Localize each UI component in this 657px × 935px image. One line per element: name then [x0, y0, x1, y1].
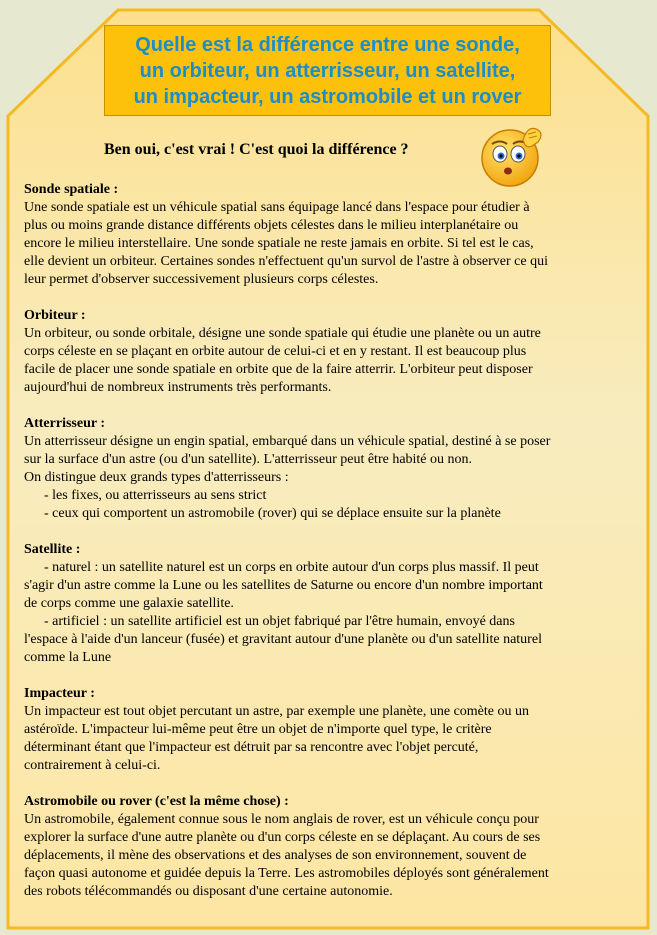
heading-satellite: Satellite :	[24, 542, 81, 557]
atterrisseur-line-3: On distingue deux grands types d'atterrisseurs :	[24, 470, 289, 485]
astromobile-line-5: des robots télécommandés ou disposant d'une certaine autonomie.	[24, 884, 393, 899]
section-orbiteur	[24, 307, 639, 397]
section-impacteur	[24, 685, 639, 775]
section-sonde	[24, 181, 639, 289]
sonde-line-4: elle devient un orbiteur. Certaines sondes n'effectuent qu'un survol de l'astre à observer ce qui	[24, 254, 548, 269]
impacteur-line-1: Un impacteur est tout objet percutant un astre, par exemple une planète, une comète ou un	[24, 704, 529, 719]
atterrisseur-line-2: sur la surface d'un astre (ou d'un satellite). L'atterrisseur peut être habité ou non.	[24, 452, 473, 467]
sonde-line-5: leur permet d'observer successivement plusieurs corps célestes.	[24, 272, 379, 287]
astromobile-line-3: déplacements, il mène des observations et des analyses de son environnement, souvent de	[24, 848, 527, 863]
heading-impacteur: Impacteur :	[24, 686, 95, 701]
heading-atterrisseur: Atterrisseur :	[24, 416, 105, 431]
sonde-line-2: plus ou moins grande distance différents objets célestes dans le milieu interplanétaire ou	[24, 218, 519, 233]
astromobile-line-1: Un astromobile, également connue sous le nom anglais de rover, est un véhicule conçu pour	[24, 812, 539, 827]
thinking-face-icon	[478, 120, 548, 190]
atterrisseur-line-1: Un atterrisseur désigne un engin spatial, embarqué dans un véhicule spatial, destiné à se poser	[24, 434, 551, 449]
satellite-naturel-line-1: - naturel : un satellite naturel est un corps en orbite autour d'un corps plus massif. Il peut	[44, 560, 539, 575]
content	[24, 181, 639, 919]
satellite-naturel-line-3: de corps comme une galaxie satellite.	[24, 596, 234, 611]
section-astromobile	[24, 793, 639, 901]
orbiteur-line-4: aujourd'hui de nombreux instruments très performants.	[24, 380, 332, 395]
satellite-artificiel-line-2: l'espace à l'aide d'un lanceur (fusée) et gravitant autour d'une planète ou d'un satellite naturel	[24, 632, 542, 647]
section-atterrisseur	[24, 415, 639, 523]
section-satellite	[24, 541, 639, 667]
impacteur-line-4: contrairement à celui-ci.	[24, 758, 161, 773]
impacteur-line-3: déterminant étant que l'impacteur est détruit par sa rencontre avec l'objet percuté,	[24, 740, 479, 755]
heading-orbiteur: Orbiteur :	[24, 308, 86, 323]
heading-astromobile: Astromobile ou rover (c'est la même chose) :	[24, 794, 289, 809]
satellite-naturel-line-2: s'agir d'un astre comme la Lune ou les satellites de Saturne ou encore d'un nombre important	[24, 578, 543, 593]
orbiteur-line-2: corps céleste en se plaçant en orbite autour de celui-ci et en y restant. Il est beaucoup plus	[24, 344, 527, 359]
title-line-1: Quelle est la différence entre une sonde,	[135, 33, 520, 56]
orbiteur-line-3: facile de placer une sonde spatiale en orbite que de la faire atterrir. L'orbiteur peut disposer	[24, 362, 533, 377]
orbiteur-line-1: Un orbiteur, ou sonde orbitale, désigne une sonde spatiale qui étudie une planète ou un autre	[24, 326, 541, 341]
astromobile-line-4: façon quasi autonome et guidée depuis la Terre. Les astromobiles déployés sont généralement	[24, 866, 549, 881]
impacteur-line-2: astéroïde. L'impacteur lui-même peut être un objet de n'importe quel type, le critère	[24, 722, 492, 737]
atterrisseur-bullet-1: - les fixes, ou atterrisseurs au sens strict	[44, 488, 267, 503]
atterrisseur-bullet-2: - ceux qui comportent un astromobile (rover) qui se déplace ensuite sur la planète	[44, 506, 501, 521]
title-line-2: un orbiteur, un atterrisseur, un satellite,	[139, 59, 516, 82]
satellite-artificiel-line-1: - artificiel : un satellite artificiel est un objet fabriqué par l'être humain, envoyé dans	[44, 614, 515, 629]
astromobile-line-2: explorer la surface d'une autre planète ou d'un corps céleste en se déplaçant. Au cours de ses	[24, 830, 541, 845]
heading-sonde: Sonde spatiale :	[24, 182, 119, 197]
sonde-line-3: encore le milieu interstellaire. Une sonde spatiale ne reste jamais en orbite. Si tel est le cas,	[24, 236, 534, 251]
title-line-3: un impacteur, un astromobile et un rover	[133, 85, 522, 108]
subtitle: Ben oui, c'est vrai ! C'est quoi la différence ?	[104, 141, 409, 158]
title-box	[104, 25, 551, 116]
satellite-artificiel-line-3: comme la Lune	[24, 650, 112, 665]
sonde-line-1: Une sonde spatiale est un véhicule spatial sans équipage lancé dans l'espace pour étudier à	[24, 200, 530, 215]
